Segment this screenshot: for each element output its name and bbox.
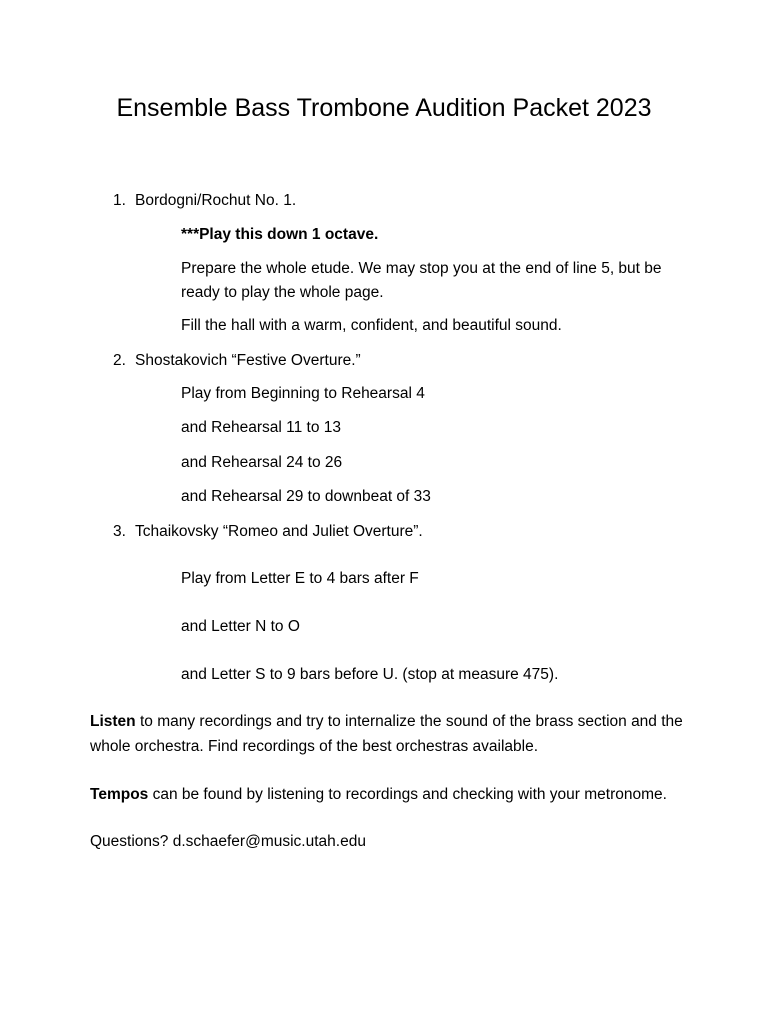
list-item-3 xyxy=(113,522,423,542)
tempos-lead: Tempos xyxy=(90,786,149,803)
note-shostakovich-4: and Rehearsal 29 to downbeat of 33 xyxy=(181,488,431,505)
tempos-text: can be found by listening to recordings and checking with your metronome. xyxy=(148,786,667,803)
tempos-paragraph xyxy=(90,782,700,807)
note-tchaikovsky-2: and Letter N to O xyxy=(181,618,300,635)
listen-paragraph xyxy=(90,709,700,759)
list-item-2 xyxy=(113,351,361,371)
note-fill-hall: Fill the hall with a warm, confident, and beautiful sound. xyxy=(181,317,562,334)
note-shostakovich-3: and Rehearsal 24 to 26 xyxy=(181,454,343,471)
list-number: 1. xyxy=(113,192,126,209)
note-shostakovich-1: Play from Beginning to Rehearsal 4 xyxy=(181,385,425,402)
list-number: 3. xyxy=(113,523,126,540)
note-tchaikovsky-1: Play from Letter E to 4 bars after F xyxy=(181,570,419,587)
listen-lead: Listen xyxy=(90,713,136,730)
list-item-text: Tchaikovsky “Romeo and Juliet Overture”. xyxy=(135,523,423,540)
list-number: 2. xyxy=(113,352,126,369)
listen-text: to many recordings and try to internalize the sound of the brass section and the whole orchestra. Find recordings of the best orchestras available. xyxy=(90,713,683,755)
document-title: Ensemble Bass Trombone Audition Packet 2023 xyxy=(116,94,652,122)
note-prepare-etude: Prepare the whole etude. We may stop you at the end of line 5, but be ready to play the whole page. xyxy=(181,260,662,301)
note-text-bold: ***Play this down 1 octave. xyxy=(181,226,379,243)
list-item-text: Shostakovich “Festive Overture.” xyxy=(135,352,361,369)
questions-line: Questions? d.schaefer@music.utah.edu xyxy=(90,833,366,850)
note-shostakovich-2: and Rehearsal 11 to 13 xyxy=(181,419,341,436)
list-item-text: Bordogni/Rochut No. 1. xyxy=(135,192,297,209)
note-play-down-octave xyxy=(181,223,681,247)
list-item-1 xyxy=(113,191,296,211)
note-tchaikovsky-3: and Letter S to 9 bars before U. (stop at measure 475). xyxy=(181,666,559,683)
